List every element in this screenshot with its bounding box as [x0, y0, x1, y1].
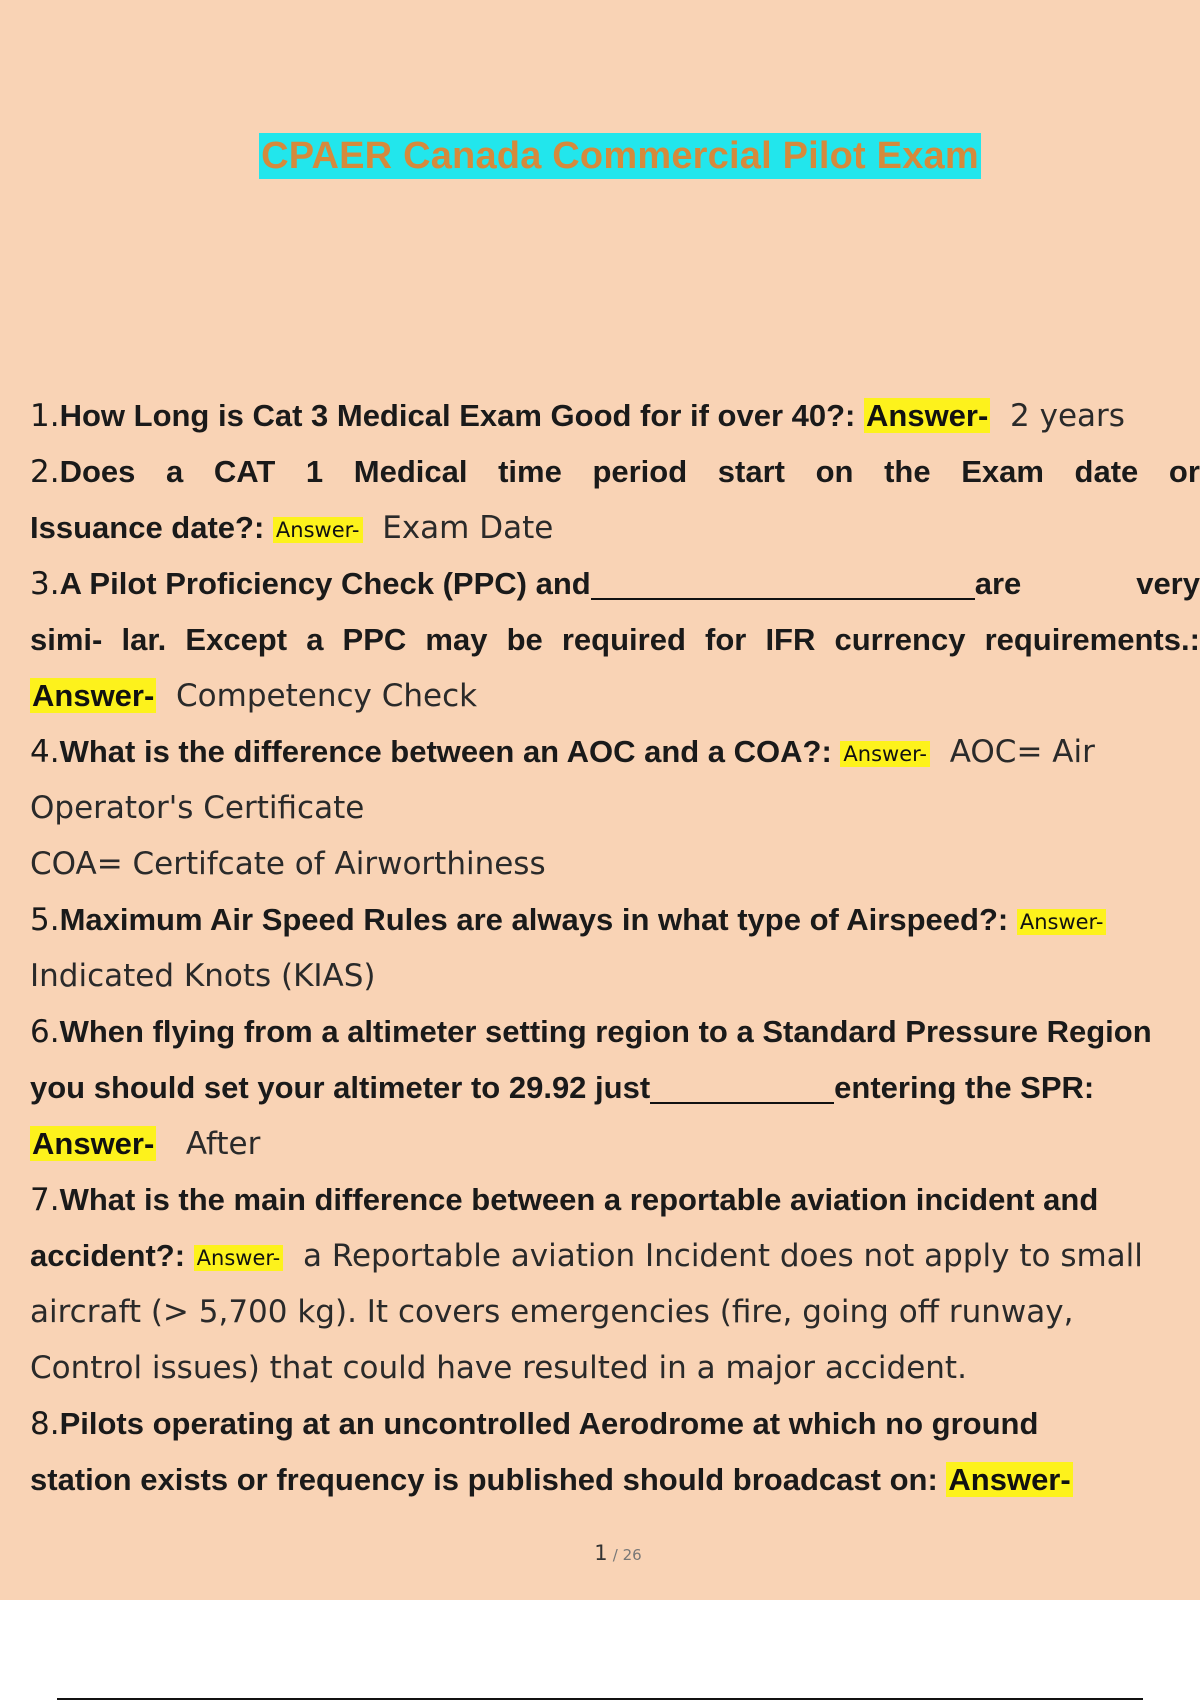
page-current: 1 — [594, 1541, 608, 1565]
fill-in-blank — [650, 1072, 834, 1104]
question-4-number: 4. — [30, 734, 60, 770]
question-2-line-1 — [30, 444, 1200, 500]
answer-label: Answer- — [273, 517, 363, 543]
question-1-text: How Long is Cat 3 Medical Exam Good for if over 40?: — [59, 398, 864, 433]
answer-label: Answer- — [948, 1462, 1071, 1497]
question-3-line-2 — [30, 612, 1200, 668]
question-8-text: Pilots operating at an uncontrolled Aerodrome at which no ground — [59, 1406, 1039, 1441]
question-1-line-1 — [30, 388, 1125, 444]
answer-label: Answer- — [866, 398, 989, 433]
question-2-line-2 — [30, 500, 553, 556]
question-2-word: 1 — [305, 454, 324, 489]
question-7-answer-2: aircraft (> 5,700 kg). It covers emergencies (fire, going off runway, — [30, 1294, 1074, 1330]
question-4-text: What is the difference between an AOC and a COA?: — [59, 734, 841, 769]
question-3-line-1 — [30, 556, 1200, 612]
question-4-line-1 — [30, 724, 1095, 780]
question-2-word: Medical — [353, 454, 468, 489]
question-4-answer-2: Operator's Certificate — [30, 790, 365, 826]
question-8-number: 8. — [30, 1406, 60, 1442]
question-6-line-3 — [30, 1116, 260, 1172]
question-5-line-1 — [30, 892, 1106, 948]
question-7-answer-1: a Reportable aviation Incident does not apply to small — [302, 1238, 1143, 1274]
page-title: CPAER Canada Commercial Pilot Exam — [261, 135, 979, 177]
question-6-answer: After — [185, 1126, 261, 1162]
question-3-answer: Competency Check — [176, 678, 478, 714]
question-2-word: date — [1074, 454, 1139, 489]
question-7-text: What is the main difference between a reportable aviation incident and — [59, 1182, 1099, 1217]
question-3-word: requirements.: — [984, 622, 1200, 657]
question-1-number: 1. — [30, 398, 60, 434]
question-2-word: Exam — [961, 454, 1044, 489]
question-3-word: may — [425, 622, 488, 657]
question-3-line-3 — [30, 668, 477, 724]
question-6-line-1 — [30, 1004, 1152, 1060]
answer-label: Answer- — [840, 741, 930, 767]
title-wrap — [0, 133, 1200, 179]
question-7-number: 7. — [30, 1182, 60, 1218]
question-7-answer-3: Control issues) that could have resulted in a major accident. — [30, 1350, 967, 1386]
question-3-text-b: are — [974, 566, 1022, 601]
answer-label: Answer- — [194, 1245, 284, 1271]
question-2-word: period — [592, 454, 688, 489]
page-total: / 26 — [612, 1546, 642, 1564]
question-2-number — [30, 444, 135, 500]
question-7-line-4 — [30, 1340, 967, 1396]
question-2-word: a — [166, 454, 184, 489]
question-2-word: or — [1168, 454, 1200, 489]
question-1-answer: 2 years — [1010, 398, 1125, 434]
question-4-line-3 — [30, 836, 546, 892]
question-7-line-1 — [30, 1172, 1098, 1228]
fill-in-blank — [591, 568, 975, 600]
question-2-word: CAT — [213, 454, 276, 489]
question-3-number: 3. — [30, 566, 60, 602]
page-number — [0, 1541, 1200, 1565]
question-6-text: When flying from a altimeter setting region to a Standard Pressure Region — [59, 1014, 1152, 1049]
question-8-text-2: station exists or frequency is published should broadcast on: — [30, 1462, 947, 1497]
question-2-word: the — [884, 454, 931, 489]
question-3-word: required — [561, 622, 686, 657]
question-5-text: Maximum Air Speed Rules are always in what type of Airspeed?: — [59, 902, 1017, 937]
question-3-word: simi- — [30, 622, 103, 657]
question-2-word: time — [498, 454, 562, 489]
question-3-word: a — [306, 622, 324, 657]
question-2-answer: Exam Date — [382, 510, 554, 546]
question-2-number-text: 2. — [30, 454, 60, 490]
answer-label: Answer- — [32, 678, 155, 713]
question-8-line-1 — [30, 1396, 1038, 1452]
question-6-line-2 — [30, 1060, 1094, 1116]
question-4-answer-3: COA= Certifcate of Airworthiness — [30, 846, 546, 882]
question-3-word: PPC — [342, 622, 407, 657]
question-3-word: lar. — [121, 622, 167, 657]
question-4-answer-1: AOC= Air — [949, 734, 1095, 770]
question-7-line-3 — [30, 1284, 1073, 1340]
question-6-number: 6. — [30, 1014, 60, 1050]
question-6-text-2a: you should set your altimeter to 29.92 just — [30, 1070, 651, 1105]
question-2-text-2: Issuance date?: — [30, 510, 273, 545]
answer-label: Answer- — [1017, 909, 1107, 935]
question-3-word: Except — [185, 622, 288, 657]
question-2-word: Does — [59, 454, 136, 489]
question-3-word: currency — [834, 622, 966, 657]
question-8-line-2 — [30, 1452, 1073, 1508]
question-2-word: start — [717, 454, 785, 489]
question-5-answer: Indicated Knots (KIAS) — [30, 958, 376, 994]
question-2-word: on — [815, 454, 854, 489]
question-4-line-2 — [30, 780, 364, 836]
question-5-number: 5. — [30, 902, 60, 938]
question-7-text-2: accident?: — [30, 1238, 194, 1273]
question-3-word: for — [705, 622, 747, 657]
question-3-word: be — [506, 622, 543, 657]
question-3-text-c: very — [1136, 566, 1200, 601]
question-3-text-a: A Pilot Proficiency Check (PPC) and — [59, 566, 591, 601]
question-5-line-2 — [30, 948, 376, 1004]
question-7-line-2 — [30, 1228, 1143, 1284]
answer-label: Answer- — [32, 1126, 155, 1161]
question-6-text-2b: entering the SPR: — [834, 1070, 1095, 1105]
question-3-word: IFR — [765, 622, 816, 657]
